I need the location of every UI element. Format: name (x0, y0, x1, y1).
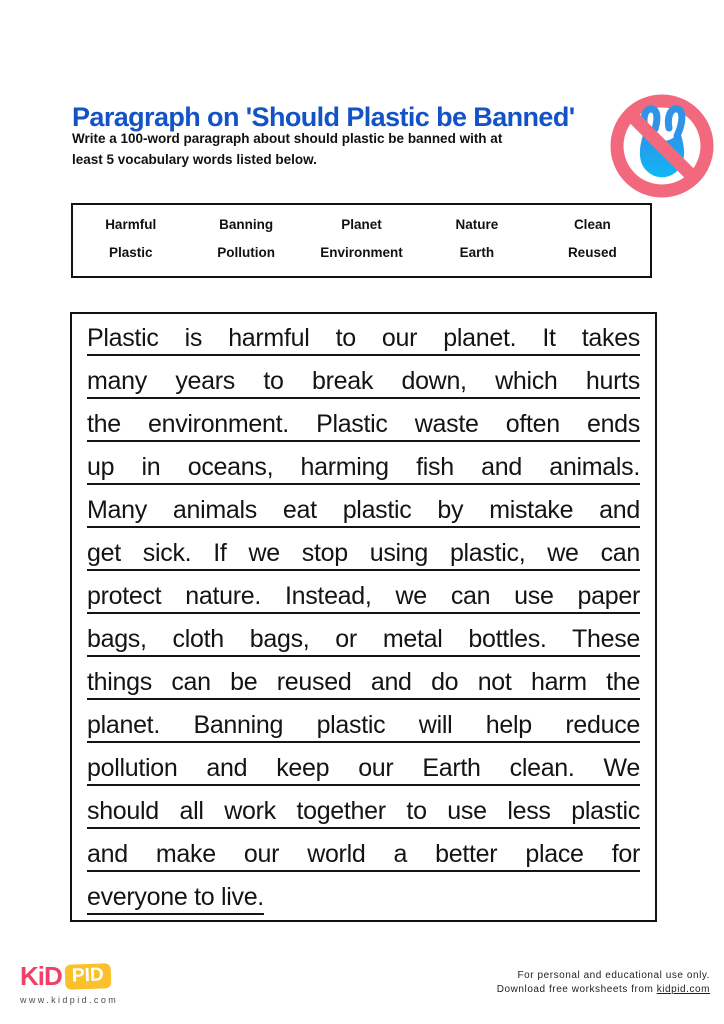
instructions (72, 128, 502, 170)
essay-line: and make our world a better place for (87, 840, 640, 868)
instructions-line-1: Write a 100-word paragraph about should plastic be banned with at (72, 131, 503, 146)
no-plastic-bag-icon (608, 92, 716, 200)
vocab-word: Environment (320, 245, 403, 260)
page-title: Paragraph on 'Should Plastic be Banned' (72, 102, 575, 133)
vocab-word: Plastic (108, 245, 153, 260)
vocab-word: Clean (573, 217, 611, 232)
essay-line: the environment. Plastic waste often ends (87, 410, 640, 438)
vocab-word: Harmful (105, 217, 157, 232)
footer-notice (497, 969, 710, 997)
vocabulary-box (71, 203, 652, 278)
vocab-word: Nature (455, 217, 499, 232)
essay-line: bags, cloth bags, or metal bottles. These (87, 625, 640, 653)
essay-line: things can be reused and do not harm the (87, 668, 640, 696)
footer-notice-line-1: For personal and educational use only. (517, 970, 710, 981)
essay-line: planet. Banning plastic will help reduce (87, 711, 640, 739)
footer-notice-line-2 (497, 983, 710, 997)
logo-pid-badge: PID (64, 963, 111, 990)
essay-line: Many animals eat plastic by mistake and (87, 496, 640, 524)
vocab-word: Earth (459, 245, 495, 260)
vocab-row-2 (73, 245, 650, 260)
no-plastic-bag-svg (608, 92, 716, 200)
essay-line: should all work together to use less plastic (87, 797, 640, 825)
vocab-word: Planet (341, 217, 382, 232)
essay-line: everyone to live. (87, 883, 264, 911)
essay-line: get sick. If we stop using plastic, we can (87, 539, 640, 567)
essay-line: many years to break down, which hurts (87, 367, 640, 395)
vocab-word: Pollution (217, 245, 275, 260)
footer-notice-line-2-prefix: Download free worksheets from (496, 984, 657, 995)
essay-line: protect nature. Instead, we can use paper (87, 582, 640, 610)
essay-line: pollution and keep our Earth clean. We (87, 754, 640, 782)
logo-url: www.kidpid.com (20, 995, 119, 1005)
vocab-word: Banning (219, 217, 274, 232)
instructions-line-2: least 5 vocabulary words listed below. (72, 152, 317, 167)
essay-line: up in oceans, harming fish and animals. (87, 453, 640, 481)
kidpid-logo (20, 961, 118, 1005)
logo-kid-text: KiD (20, 961, 62, 991)
vocab-word: Reused (567, 245, 617, 260)
kidpid-link[interactable]: kidpid.com (656, 984, 710, 995)
vocab-row-1 (73, 217, 650, 232)
essay-box (70, 312, 657, 922)
essay-line: Plastic is harmful to our planet. It takes (87, 324, 640, 352)
